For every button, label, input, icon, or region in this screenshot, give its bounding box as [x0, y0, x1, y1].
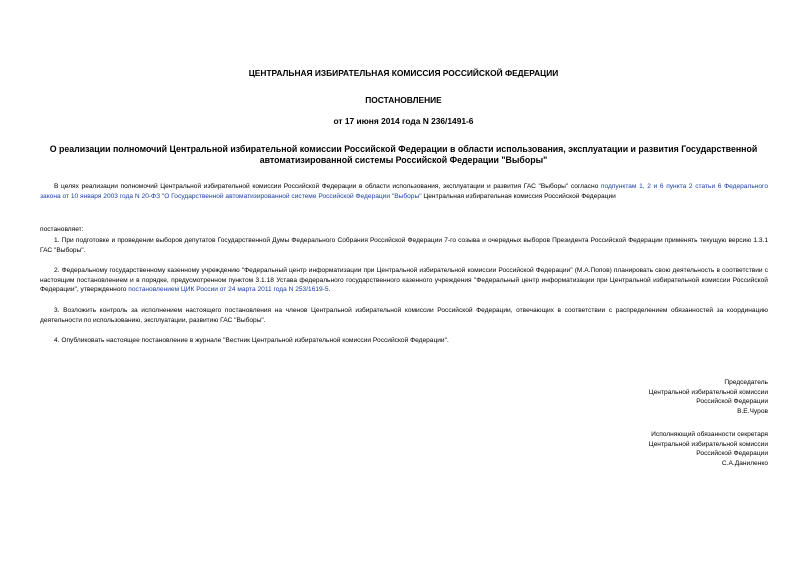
item-2-text: 2. Федеральному государственному казенному учреждению "Федеральный центр информатизации при Центральной избирательной комиссии Российской Федерации" (М.А.Попов) планировать свою деятельность в соответствии с настоящим постановлением и в порядке, предусмотренном пунктом 3.1.18 Устава федерального государственного казенного учреждения "Федеральный центр информатизации при Центральной избирательной комиссии Российской Федерации", утвержденного — [40, 267, 768, 294]
secretary-org-country: Российской Федерации — [696, 450, 768, 458]
chairman-name: В.Е.Чуров — [737, 407, 768, 415]
document-subject: О реализации полномочий Центральной избирательной комиссии Российской Федерации в области использования, эксплуатации и развития Государственной автоматизированной системы Российской Федерации "Выборы" — [49, 144, 758, 165]
item-1: 1. При подготовке и проведении выборов депутатов Государственной Думы Федерального Собрания Российской Федерации 7-го созыва и очередных выборов Президента Российской Федерации применять текущую версию 1.3.1 ГАС "Выборы". — [40, 237, 768, 254]
secretary-title: Исполняющий обязанности секретаря — [651, 431, 768, 438]
preamble-text: В целях реализации полномочий Центральной избирательной комиссии Российской Федерации в области использования, эксплуатации и развития ГАС "Выборы" согласно — [54, 183, 601, 190]
chairman-title: Председатель — [724, 379, 768, 386]
item-3: 3. Возложить контроль за исполнением настоящего постановления на членов Центральной избирательной комиссии Российской Федерации, отвечающих в соответствии с распределением обязанностей за координацию деятельности по использованию, эксплуатации, развитию ГАС "Выборы". — [40, 307, 768, 324]
organization-title: ЦЕНТРАЛЬНАЯ ИЗБИРАТЕЛЬНАЯ КОМИССИЯ РОССИЙСКОЙ ФЕДЕРАЦИИ — [248, 68, 559, 78]
secretary-signature — [548, 430, 768, 468]
chairman-org-country: Российской Федерации — [696, 398, 768, 406]
chairman-org: Центральной избирательной комиссии — [648, 388, 768, 396]
item-2 — [40, 266, 768, 295]
item-4: 4. Опубликовать настоящее постановление в журнале "Вестник Центральной избирательной комиссии Российской Федерации". — [54, 337, 449, 344]
preamble-text-end: Центральная избирательная комиссия Российской Федерации — [421, 192, 616, 200]
document-date-number: от 17 июня 2014 года N 236/1491-6 — [333, 116, 474, 126]
item-2-end: . — [328, 286, 331, 294]
federal-law-link[interactable]: подпунктам 1, 2 и 6 пункта 2 статьи 6 Федерального закона от 10 января 2003 года N 20-ФЗ "О Государственной автоматизированной системе Российской Федерации "Выборы" — [40, 183, 768, 200]
preamble-paragraph — [40, 182, 768, 201]
secretary-name: С.А.Даниленко — [721, 459, 768, 467]
document-type: ПОСТАНОВЛЕНИЕ — [365, 95, 442, 105]
chairman-signature — [548, 378, 768, 416]
resolves-label: постановляет: — [40, 226, 84, 233]
cec-resolution-link[interactable]: постановлением ЦИК России от 24 марта 2011 года N 253/1619-5 — [128, 286, 329, 294]
secretary-org: Центральной избирательной комиссии — [648, 440, 768, 448]
